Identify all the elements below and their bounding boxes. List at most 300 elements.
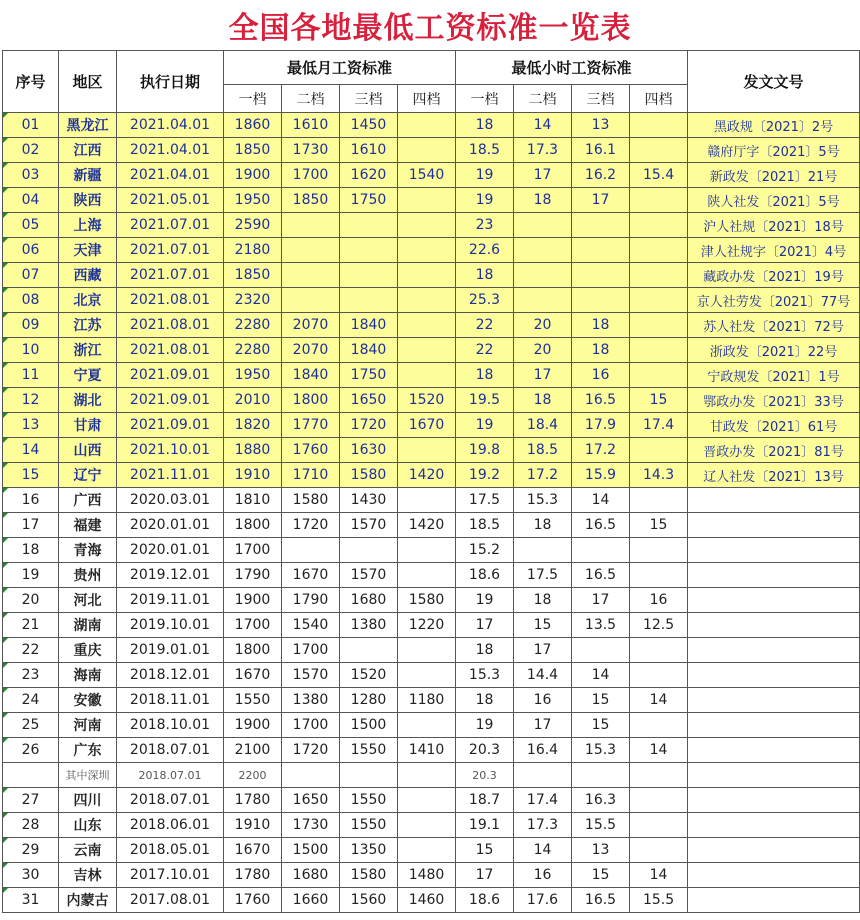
row-monthly-tier-3: 1750 [340,363,398,388]
row-doc-number [688,788,860,813]
row-monthly-tier-1: 1800 [224,513,282,538]
row-hourly-tier-3: 16.5 [572,513,630,538]
row-hourly-tier-1: 19.2 [456,463,514,488]
row-doc-number: 京人社劳发〔2021〕77号 [688,288,860,313]
row-monthly-tier-3: 1570 [340,513,398,538]
row-hourly-tier-3: 17 [572,188,630,213]
row-hourly-tier-3: 16.2 [572,163,630,188]
row-hourly-tier-4 [630,238,688,263]
row-hourly-tier-3: 16.1 [572,138,630,163]
row-doc-number [688,488,860,513]
row-monthly-tier-2: 1540 [282,613,340,638]
row-area: 河南 [59,713,117,738]
row-monthly-tier-3 [340,238,398,263]
row-monthly-tier-2: 1770 [282,413,340,438]
row-date: 2021.11.01 [117,463,224,488]
row-date: 2019.01.01 [117,638,224,663]
row-date: 2021.07.01 [117,238,224,263]
row-date: 2017.08.01 [117,888,224,913]
row-monthly-tier-3: 1280 [340,688,398,713]
row-date: 2019.12.01 [117,563,224,588]
row-area: 江西 [59,138,117,163]
row-monthly-tier-1: 1760 [224,888,282,913]
row-hourly-tier-1: 19 [456,163,514,188]
row-area: 内蒙古 [59,888,117,913]
row-hourly-tier-1: 18 [456,363,514,388]
row-date: 2021.08.01 [117,288,224,313]
row-hourly-tier-1: 17.5 [456,488,514,513]
row-monthly-tier-3: 1680 [340,588,398,613]
row-hourly-tier-4 [630,488,688,513]
row-hourly-tier-1: 17 [456,613,514,638]
row-doc-number [688,813,860,838]
table-row [3,238,860,263]
row-hourly-tier-4 [630,288,688,313]
min-wage-table [2,50,860,913]
row-monthly-tier-3: 1650 [340,388,398,413]
row-doc-number: 晋政办发〔2021〕81号 [688,438,860,463]
table-row [3,163,860,188]
row-no [3,763,59,788]
row-hourly-tier-2: 14 [514,113,572,138]
row-monthly-tier-1: 1810 [224,488,282,513]
row-monthly-tier-1: 2320 [224,288,282,313]
row-doc-number: 赣府厅字〔2021〕5号 [688,138,860,163]
row-area: 河北 [59,588,117,613]
row-monthly-tier-1: 2010 [224,388,282,413]
row-monthly-tier-1: 2280 [224,338,282,363]
row-no: 20 [3,588,59,613]
row-hourly-tier-2: 16 [514,863,572,888]
row-hourly-tier-3 [572,213,630,238]
row-hourly-tier-2 [514,288,572,313]
row-monthly-tier-1: 2100 [224,738,282,763]
row-hourly-tier-3: 17.9 [572,413,630,438]
row-doc-number [688,563,860,588]
row-hourly-tier-2: 16 [514,688,572,713]
row-monthly-tier-2: 1570 [282,663,340,688]
row-monthly-tier-4 [398,338,456,363]
row-hourly-tier-3: 18 [572,313,630,338]
row-hourly-tier-4 [630,563,688,588]
table-row [3,788,860,813]
row-area: 云南 [59,838,117,863]
row-monthly-tier-2 [282,238,340,263]
row-monthly-tier-1: 1700 [224,613,282,638]
row-area: 山西 [59,438,117,463]
row-monthly-tier-4: 1220 [398,613,456,638]
row-monthly-tier-4 [398,188,456,213]
header-hourly: 最低小时工资标准 [456,51,688,85]
table-row [3,388,860,413]
row-doc-number [688,838,860,863]
row-area: 广东 [59,738,117,763]
row-monthly-tier-3 [340,213,398,238]
row-monthly-tier-2: 1670 [282,563,340,588]
row-monthly-tier-1: 1880 [224,438,282,463]
header-hourly-tier-2: 二档 [514,85,572,113]
header-hourly-tier-4: 四档 [630,85,688,113]
table-body [3,113,860,913]
row-date: 2018.06.01 [117,813,224,838]
row-monthly-tier-2: 1710 [282,463,340,488]
row-monthly-tier-2 [282,213,340,238]
row-monthly-tier-4: 1420 [398,463,456,488]
row-hourly-tier-1: 17 [456,863,514,888]
row-monthly-tier-2: 1730 [282,813,340,838]
row-hourly-tier-4 [630,638,688,663]
row-hourly-tier-3 [572,538,630,563]
row-hourly-tier-3: 16 [572,363,630,388]
row-hourly-tier-2: 18 [514,188,572,213]
row-area: 青海 [59,538,117,563]
header-doc: 发文文号 [688,51,860,113]
row-date: 2021.04.01 [117,163,224,188]
row-hourly-tier-3: 17 [572,588,630,613]
row-hourly-tier-3: 18 [572,338,630,363]
row-monthly-tier-4 [398,138,456,163]
row-doc-number [688,663,860,688]
row-hourly-tier-1: 18.6 [456,563,514,588]
table-row [3,438,860,463]
row-monthly-tier-4 [398,213,456,238]
row-monthly-tier-1: 2180 [224,238,282,263]
row-hourly-tier-4: 14 [630,688,688,713]
row-date: 2021.05.01 [117,188,224,213]
row-hourly-tier-4 [630,838,688,863]
row-hourly-tier-4 [630,663,688,688]
row-hourly-tier-1: 22 [456,313,514,338]
row-area: 海南 [59,663,117,688]
row-monthly-tier-2: 1720 [282,738,340,763]
row-monthly-tier-4 [398,813,456,838]
row-hourly-tier-3 [572,638,630,663]
row-no: 26 [3,738,59,763]
table-row [3,863,860,888]
table-row [3,638,860,663]
row-monthly-tier-2: 1500 [282,838,340,863]
row-area: 新疆 [59,163,117,188]
row-monthly-tier-3: 1550 [340,738,398,763]
row-hourly-tier-2: 17.4 [514,788,572,813]
row-hourly-tier-3: 17.2 [572,438,630,463]
row-area: 贵州 [59,563,117,588]
table-row [3,538,860,563]
table-row [3,313,860,338]
row-monthly-tier-4 [398,638,456,663]
row-no: 15 [3,463,59,488]
row-hourly-tier-3: 15.9 [572,463,630,488]
row-area: 安徽 [59,688,117,713]
row-doc-number: 浙政发〔2021〕22号 [688,338,860,363]
row-hourly-tier-4: 17.4 [630,413,688,438]
row-area: 西藏 [59,263,117,288]
row-monthly-tier-3 [340,538,398,563]
row-no: 19 [3,563,59,588]
row-monthly-tier-1: 1790 [224,563,282,588]
row-monthly-tier-4 [398,238,456,263]
row-area: 山东 [59,813,117,838]
row-hourly-tier-3: 13 [572,113,630,138]
row-hourly-tier-2: 17 [514,163,572,188]
row-monthly-tier-4 [398,313,456,338]
row-hourly-tier-2: 18 [514,388,572,413]
row-date: 2020.01.01 [117,513,224,538]
row-monthly-tier-1: 1670 [224,838,282,863]
row-monthly-tier-4 [398,763,456,788]
row-doc-number [688,588,860,613]
row-hourly-tier-2: 17 [514,363,572,388]
table-row [3,513,860,538]
row-area: 陕西 [59,188,117,213]
table-row [3,488,860,513]
row-monthly-tier-1: 1550 [224,688,282,713]
row-no: 28 [3,813,59,838]
row-monthly-tier-1: 1900 [224,713,282,738]
row-monthly-tier-4: 1520 [398,388,456,413]
row-date: 2021.10.01 [117,438,224,463]
row-area: 甘肃 [59,413,117,438]
row-date: 2020.01.01 [117,538,224,563]
row-monthly-tier-2 [282,263,340,288]
row-no: 21 [3,613,59,638]
row-monthly-tier-3: 1520 [340,663,398,688]
row-date: 2018.05.01 [117,838,224,863]
row-monthly-tier-1: 1860 [224,113,282,138]
row-hourly-tier-1: 18.5 [456,513,514,538]
row-doc-number [688,863,860,888]
row-hourly-tier-3 [572,238,630,263]
row-no: 29 [3,838,59,863]
row-monthly-tier-4: 1580 [398,588,456,613]
row-monthly-tier-4 [398,488,456,513]
row-no: 12 [3,388,59,413]
row-area: 其中深圳 [59,763,117,788]
row-monthly-tier-2: 1800 [282,388,340,413]
row-monthly-tier-3: 1450 [340,113,398,138]
row-area: 福建 [59,513,117,538]
row-monthly-tier-4 [398,113,456,138]
row-monthly-tier-4: 1410 [398,738,456,763]
row-hourly-tier-3: 16.5 [572,888,630,913]
row-date: 2021.08.01 [117,313,224,338]
row-hourly-tier-4 [630,813,688,838]
row-hourly-tier-4 [630,788,688,813]
row-doc-number [688,888,860,913]
row-hourly-tier-3: 16.3 [572,788,630,813]
row-hourly-tier-2: 15.3 [514,488,572,513]
row-no: 14 [3,438,59,463]
row-no: 30 [3,863,59,888]
row-monthly-tier-3: 1630 [340,438,398,463]
row-hourly-tier-1: 15 [456,838,514,863]
row-doc-number: 津人社规字〔2021〕4号 [688,238,860,263]
row-monthly-tier-4: 1670 [398,413,456,438]
row-hourly-tier-3: 16.5 [572,563,630,588]
row-hourly-tier-4 [630,313,688,338]
header-monthly-tier-1: 一档 [224,85,282,113]
row-date: 2018.10.01 [117,713,224,738]
row-monthly-tier-2: 2070 [282,313,340,338]
row-monthly-tier-1: 1950 [224,363,282,388]
row-area: 广西 [59,488,117,513]
row-hourly-tier-4 [630,363,688,388]
row-doc-number [688,738,860,763]
row-hourly-tier-1: 18.5 [456,138,514,163]
row-monthly-tier-2: 1790 [282,588,340,613]
header-date: 执行日期 [117,51,224,113]
page-title: 全国各地最低工资标准一览表 [228,11,632,46]
row-hourly-tier-2: 17.6 [514,888,572,913]
row-date: 2019.10.01 [117,613,224,638]
row-hourly-tier-2 [514,763,572,788]
row-doc-number: 藏政办发〔2021〕19号 [688,263,860,288]
row-monthly-tier-1: 2590 [224,213,282,238]
row-hourly-tier-4: 12.5 [630,613,688,638]
row-hourly-tier-2: 17 [514,638,572,663]
row-hourly-tier-1: 18 [456,638,514,663]
row-monthly-tier-4 [398,713,456,738]
row-hourly-tier-2 [514,538,572,563]
row-hourly-tier-4: 15.5 [630,888,688,913]
row-monthly-tier-1: 1850 [224,263,282,288]
header-no: 序号 [3,51,59,113]
table-row [3,738,860,763]
table-row [3,413,860,438]
row-area: 北京 [59,288,117,313]
row-date: 2021.04.01 [117,113,224,138]
table-row [3,688,860,713]
row-monthly-tier-1: 2200 [224,763,282,788]
row-hourly-tier-4 [630,763,688,788]
row-monthly-tier-2: 1680 [282,863,340,888]
row-no: 06 [3,238,59,263]
row-monthly-tier-3: 1720 [340,413,398,438]
row-monthly-tier-3 [340,638,398,663]
table-row [3,113,860,138]
row-date: 2021.08.01 [117,338,224,363]
row-monthly-tier-4 [398,838,456,863]
row-hourly-tier-2: 18 [514,588,572,613]
row-hourly-tier-3 [572,288,630,313]
row-hourly-tier-2: 17 [514,713,572,738]
row-hourly-tier-2: 18.4 [514,413,572,438]
row-hourly-tier-1: 18.6 [456,888,514,913]
row-monthly-tier-2: 1840 [282,363,340,388]
header-monthly-tier-2: 二档 [282,85,340,113]
row-hourly-tier-2: 17.2 [514,463,572,488]
row-monthly-tier-1: 1910 [224,463,282,488]
row-hourly-tier-1: 22 [456,338,514,363]
table-row [3,763,860,788]
row-date: 2021.04.01 [117,138,224,163]
row-monthly-tier-2: 1720 [282,513,340,538]
row-monthly-tier-3: 1580 [340,863,398,888]
row-monthly-tier-3: 1620 [340,163,398,188]
row-doc-number [688,713,860,738]
row-hourly-tier-4: 16 [630,588,688,613]
table-row [3,463,860,488]
row-hourly-tier-2: 14.4 [514,663,572,688]
row-monthly-tier-2 [282,763,340,788]
row-hourly-tier-3: 15.5 [572,813,630,838]
row-monthly-tier-4: 1460 [398,888,456,913]
row-date: 2020.03.01 [117,488,224,513]
row-hourly-tier-3: 15 [572,688,630,713]
row-monthly-tier-3 [340,288,398,313]
row-monthly-tier-2: 1730 [282,138,340,163]
row-doc-number [688,638,860,663]
table-row [3,213,860,238]
row-hourly-tier-1: 19 [456,413,514,438]
row-monthly-tier-2: 1660 [282,888,340,913]
row-hourly-tier-3: 13.5 [572,613,630,638]
row-area: 天津 [59,238,117,263]
row-no: 24 [3,688,59,713]
row-doc-number: 宁政规发〔2021〕1号 [688,363,860,388]
row-monthly-tier-3: 1570 [340,563,398,588]
row-monthly-tier-2: 1700 [282,713,340,738]
header-hourly-tier-1: 一档 [456,85,514,113]
row-monthly-tier-2: 1760 [282,438,340,463]
row-monthly-tier-2 [282,538,340,563]
row-hourly-tier-2 [514,238,572,263]
row-hourly-tier-4: 15 [630,513,688,538]
row-doc-number: 黑政规〔2021〕2号 [688,113,860,138]
row-hourly-tier-2: 14 [514,838,572,863]
row-hourly-tier-4 [630,113,688,138]
row-hourly-tier-3: 15.3 [572,738,630,763]
row-no: 16 [3,488,59,513]
row-no: 07 [3,263,59,288]
row-date: 2021.07.01 [117,213,224,238]
row-monthly-tier-3: 1550 [340,788,398,813]
row-doc-number: 甘政发〔2021〕61号 [688,413,860,438]
row-no: 01 [3,113,59,138]
header-area: 地区 [59,51,117,113]
row-monthly-tier-1: 2280 [224,313,282,338]
row-monthly-tier-4 [398,538,456,563]
row-monthly-tier-1: 1700 [224,538,282,563]
row-no: 25 [3,713,59,738]
row-area: 四川 [59,788,117,813]
row-hourly-tier-4: 15 [630,388,688,413]
row-hourly-tier-1: 18 [456,263,514,288]
table-row [3,613,860,638]
row-doc-number [688,538,860,563]
row-hourly-tier-1: 15.3 [456,663,514,688]
row-doc-number: 苏人社发〔2021〕72号 [688,313,860,338]
row-hourly-tier-4 [630,263,688,288]
row-area: 吉林 [59,863,117,888]
row-date: 2018.11.01 [117,688,224,713]
row-hourly-tier-2: 16.4 [514,738,572,763]
row-hourly-tier-4: 15.4 [630,163,688,188]
row-no: 10 [3,338,59,363]
row-monthly-tier-3: 1560 [340,888,398,913]
header-monthly: 最低月工资标准 [224,51,456,85]
row-no: 22 [3,638,59,663]
row-monthly-tier-1: 1780 [224,863,282,888]
row-date: 2021.09.01 [117,413,224,438]
row-date: 2019.11.01 [117,588,224,613]
row-hourly-tier-3: 15 [572,863,630,888]
row-monthly-tier-3: 1750 [340,188,398,213]
row-doc-number: 辽人社发〔2021〕13号 [688,463,860,488]
row-hourly-tier-1: 19.8 [456,438,514,463]
row-hourly-tier-3: 14 [572,488,630,513]
row-hourly-tier-4 [630,138,688,163]
